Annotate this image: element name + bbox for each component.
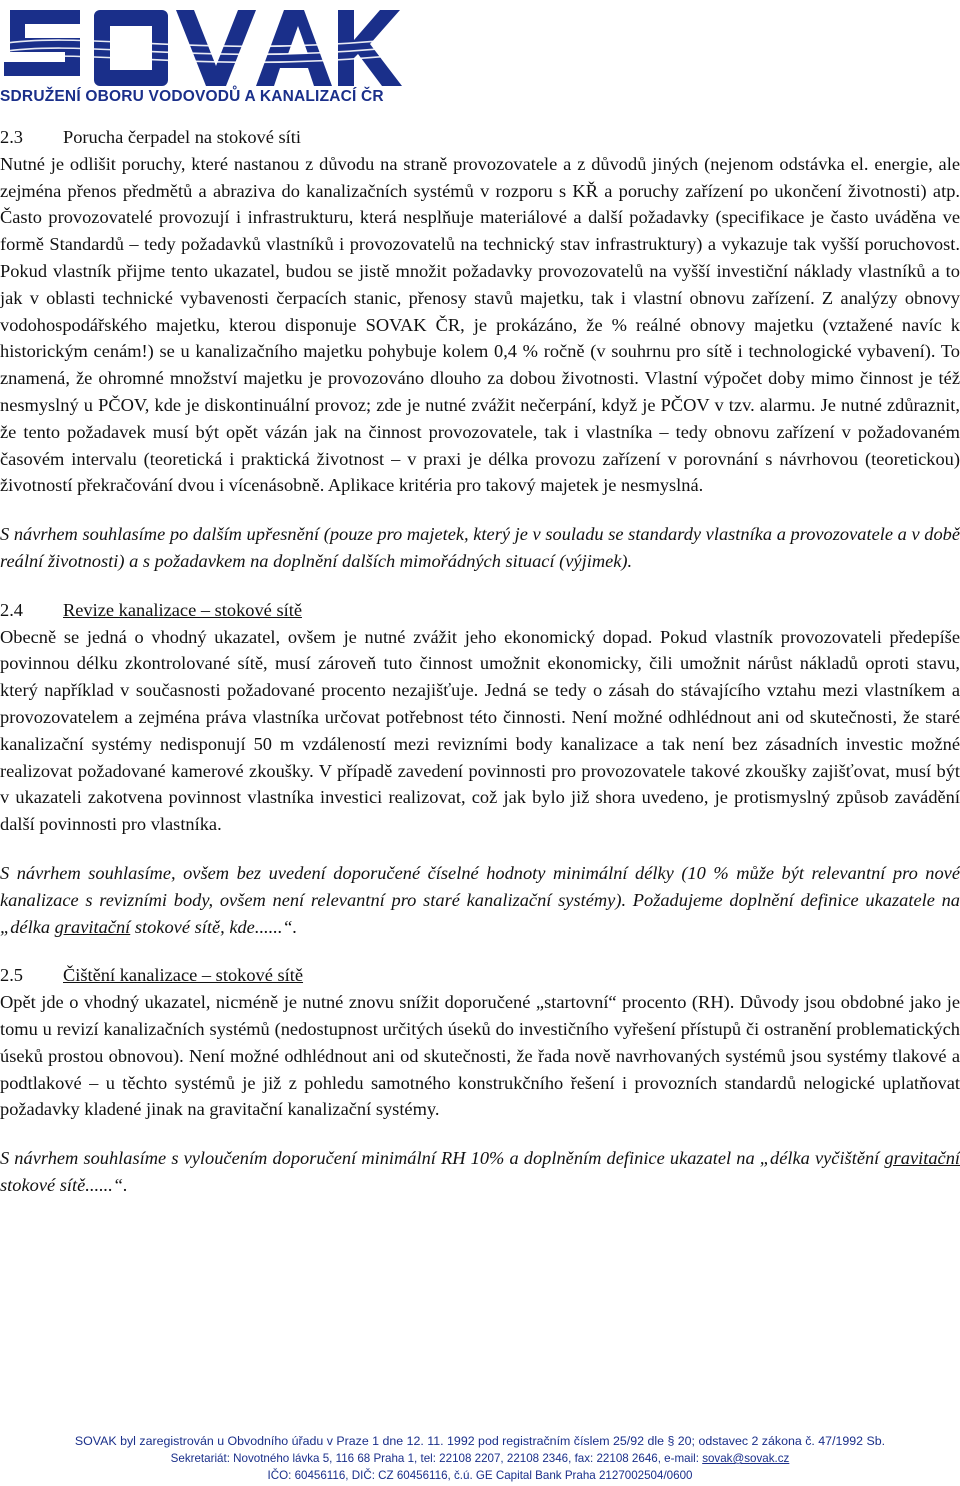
document-body <box>0 124 960 1199</box>
statement-text-b: stokové sítě, kde......“. <box>130 916 298 937</box>
statement-text-a: S návrhem souhlasíme, ovšem bez uvedení doporučené číselné hodnoty minimální délky (10 % může být relevantní pro nové kanalizace s revizními body, ovšem není relevantní pro staré kanalizační systémy). Požadujeme doplnění definice ukazatele na „délka <box>0 862 960 937</box>
section-2-5-statement <box>0 1145 960 1199</box>
section-heading-2-5 <box>0 962 960 989</box>
statement-underlined: gravitační <box>884 1148 960 1169</box>
statement-text-a: S návrhem souhlasíme s vyloučením doporučení minimální RH 10% a doplněním definice ukazatel na „délka vyčištění <box>0 1148 885 1169</box>
section-title: Revize kanalizace – stokové sítě <box>63 599 302 620</box>
footer-email-link[interactable]: sovak@sovak.cz <box>702 1452 790 1465</box>
section-2-3-statement: S návrhem souhlasíme po dalším upřesnění (pouze pro majetek, který je v souladu se standardy vlastníka a provozovatele a v době reální životnosti) a s požadavkem na doplnění dalších mimořádných situací (výjimek). <box>0 524 960 571</box>
section-2-5-paragraph: Opět jde o vhodný ukazatel, nicméně je nutné znovu snížit doporučené „startovní“ procento (RH). Důvody jsou obdobné jako je tomu u revizí kanalizačních systémů (nedostupnost určitých úseků do investičního vyřešení přístupů či ostranění problematických úseků prostou obnovou). Není možné odhlédnout ani od skutečnosti, že řada nově navrhovaných systémů jsou systémy tlakové a podtlakové – u těchto systémů je již z pohledu samotného konstrukčního řešení i provozních standardů nelogické uplatňovat požadavky kladené jinak na gravitační kanalizační systémy. <box>0 992 960 1120</box>
section-number: 2.5 <box>0 965 23 986</box>
logo-subtitle: SDRUŽENÍ OBORU VODOVODŮ A KANALIZACÍ ČR <box>0 88 384 105</box>
section-heading-2-4 <box>0 597 960 624</box>
footer-contact-text: Sekretariát: Novotného lávka 5, 116 68 Praha 1, tel: 22108 2207, 22108 2346, fax: 22108 2646, e-mail: <box>170 1452 703 1465</box>
footer-contact <box>0 1450 960 1467</box>
section-2-4-statement <box>0 860 960 940</box>
section-2-4-paragraph: Obecně se jedná o vhodný ukazatel, ovšem je nutné zvážit jeho ekonomický dopad. Pokud vlastník provozovateli předepíše povinnou délku zkontrolované sítě, musí zároveň tuto činnost umožnit ekonomicky, čili umožnit nárůst nákladů oproti stavu, který například v současnosti požadované procento nezajišťuje. Jedná se tedy o zásah do stávajícího vztahu mezi vlastníkem a provozovatelem a zejména práva vlastníka určovat potřebnost této činnosti. Není možné odhlédnout ani od skutečnosti, že staré kanalizační systémy nedisponují 50 m vzdáleností mezi revizními body kanalizace a tak není bez zásadních investic možné realizovat požadované kamerové zkoušky. V případě zavedení povinnosti pro provozovatele takové zkoušky zajišťovat, musí být v ukazateli zakotvena povinnost vlastníka investici realizovat, což jak bylo již shora uvedeno, je protismyslný způsob zavádění další povinnosti pro vlastníka. <box>0 626 960 835</box>
footer-registration: SOVAK byl zaregistrován u Obvodního úřadu v Praze 1 dne 12. 11. 1992 pod registračním číslem 25/92 dle § 20; odstavec 2 zákona č. 47/1992 Sb. <box>74 1434 886 1448</box>
section-number: 2.4 <box>0 599 23 620</box>
sovak-logo-graphic <box>0 0 410 90</box>
section-number: 2.3 <box>0 127 23 147</box>
section-heading-2-3 <box>0 124 960 151</box>
section-title: Čištění kanalizace – stokové sítě <box>63 965 304 986</box>
sovak-logo <box>0 0 410 112</box>
page-footer <box>0 1433 960 1484</box>
section-title: Porucha čerpadel na stokové síti <box>63 127 301 147</box>
statement-underlined: gravitační <box>54 916 131 937</box>
statement-text-b: stokové sítě......“. <box>0 1174 128 1195</box>
page-header <box>0 0 960 118</box>
footer-ids: IČO: 60456116, DIČ: CZ 60456116, č.ú. GE Capital Bank Praha 2127002504/0600 <box>267 1469 693 1482</box>
section-2-3-paragraph: Nutné je odlišit poruchy, které nastanou z důvodu na straně provozovatele a z důvodů jiných (nejenom odstávka el. energie, ale zejména přenos předmětů a abraziva do kanalizačních systémů v rozporu s KŘ a poruchy zařízení po ukončení životnosti) atp. Často provozovatelé provozují i infrastrukturu, která nesplňuje materiálové a další požadavky (specifikace je často uváděna ve formě Standardů – tedy požadavků vlastníků i provozovatelů na technický stav infrastruktury) a vykazuje tak vyšší poruchovost. Pokud vlastník přijme tento ukazatel, budou se jistě množit požadavky provozovatelů na vyšší investiční náklady vlastníků a to jak v oblasti technické vybavenosti čerpacích stanic, přenosy stavů majetku, tak i vlastní obnovu zařízení. Z analýzy obnovy vodohospodářského majetku, kterou disponuje SOVAK ČR, je prokázáno, že % reálné obnovy majetku (vztažené navíc k historickým cenám!) se u kanalizačního majetku pohybuje kolem 0,4 % ročně (v souhrnu pro sítě i technologické vybavení). To znamená, že ohromné množství majetku je provozováno dlouho za dobou životnosti. Vlastní výpočet doby mimo činnost je též nesmyslný u PČOV, kde je diskontinuální provoz; zde je nutné zvážit nečerpání, když je PČOV v tzv. alarmu. Je nutné zdůraznit, že tento požadavek musí být opět vázán jak na činnost provozovatele, tak i vlastníka – tedy obnovu zařízení v požadovaném časovém intervalu (teoretická i praktická životnost – v praxi je délka provozu zařízení v porovnání s návrhovou (teoretickou) životností překračování dvou i vícenásobně. Aplikace kritéria pro takový majetek je nesmyslná. <box>0 153 960 496</box>
